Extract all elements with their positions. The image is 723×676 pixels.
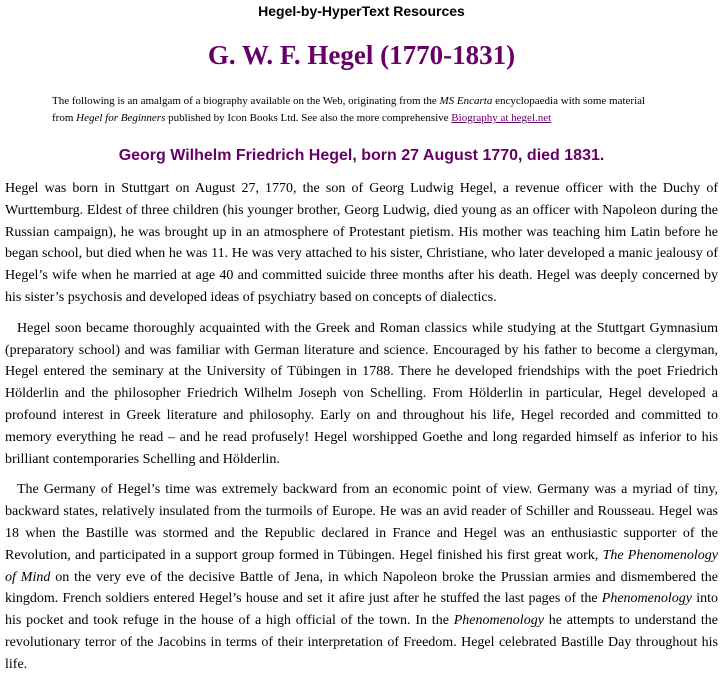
intro-text: The following is an amalgam of a biography available on the Web, originating from the (52, 95, 440, 107)
subtitle: Georg Wilhelm Friedrich Hegel, born 27 August 1770, died 1831. (118, 147, 605, 164)
paragraph-3 (5, 479, 718, 675)
site-title: Hegel-by-HyperText Resources (258, 3, 465, 19)
italic-title: Phenomenology (601, 591, 692, 607)
text: into his pocket and took refuge in the house of a high official of the town. In the (5, 591, 718, 629)
text: on the very eve of the decisive Battle of Jena, in which Napoleon broke the Prussian armies and dismembered the kingdom. French soldiers entered Hegel’s house and set it afire just after he stuffed the last pages of the (5, 569, 718, 607)
intro-text: encyclopaedia with some material from (52, 95, 646, 124)
intro-italic: MS Encarta (439, 95, 493, 107)
page-title: G. W. F. Hegel (1770-1831) (207, 40, 516, 70)
intro-paragraph (52, 93, 663, 127)
text: he attempts to understand the revolutionary terror of the Jacobins in terms of their interpretation of Freedom. Hegel celebrated Bastille Day throughout his life. (5, 613, 718, 672)
paragraph-1: Hegel was born in Stuttgart on August 27, 1770, the son of Georg Ludwig Hegel, a revenue officer with the Duchy of Wurttemburg. Eldest of three children (his younger brother, Georg Ludwig, died young as an officer with Napoleon during the Russian campaign), he was brought up in an atmosphere of Protestant pietism. His mother was teaching him Latin before he began school, but died when he was 11. He was very attached to his sister, Christiane, who later developed a manic jealousy of Hegel’s wife when he married at age 40 and committed suicide three months after his death. Hegel was deeply concerned by his sister’s psychosis and developed ideas of psychiatry based on concepts of dialectics. (5, 181, 718, 305)
biography-link[interactable]: Biography at hegel.net (451, 112, 552, 124)
italic-title: Phenomenology (453, 613, 544, 629)
italic-title: The Phenomenology of Mind (5, 547, 718, 585)
paragraph-2: Hegel soon became thoroughly acquainted with the Greek and Roman classics while studying at the Stuttgart Gymnasium (preparatory school) and was familiar with German literature and science. Encouraged by his father to become a clergyman, Hegel entered the seminary at the University of Tübingen in 1788. There he developed friendships with the poet Friedrich Hölderlin and the philosopher Friedrich Wilhelm Joseph von Schelling. From Hölderlin in particular, Hegel developed a profound interest in Greek literature and philosophy. Early on and throughout his life, Hegel recorded and committed to memory everything he read – and he read profusely! Hegel worshipped Goethe and long regarded himself as inferior to his brilliant contemporaries Schelling and Hölderlin. (5, 320, 718, 467)
intro-text: published by Icon Books Ltd. See also the more comprehensive (165, 112, 452, 124)
text: The Germany of Hegel’s time was extremely backward from an economic point of view. Germany was a myriad of tiny, backward states, relatively insulated from the turmoils of Europe. He was an avid reader of Schiller and Rousseau. Hegel was 18 when the Bastille was stormed and the Republic declared in France and Hegel was an enthusiastic supporter of the Revolution, and participated in a support group formed in Tübingen. Hegel finished his first great work, (5, 482, 718, 563)
intro-italic: Hegel for Beginners (76, 112, 166, 124)
